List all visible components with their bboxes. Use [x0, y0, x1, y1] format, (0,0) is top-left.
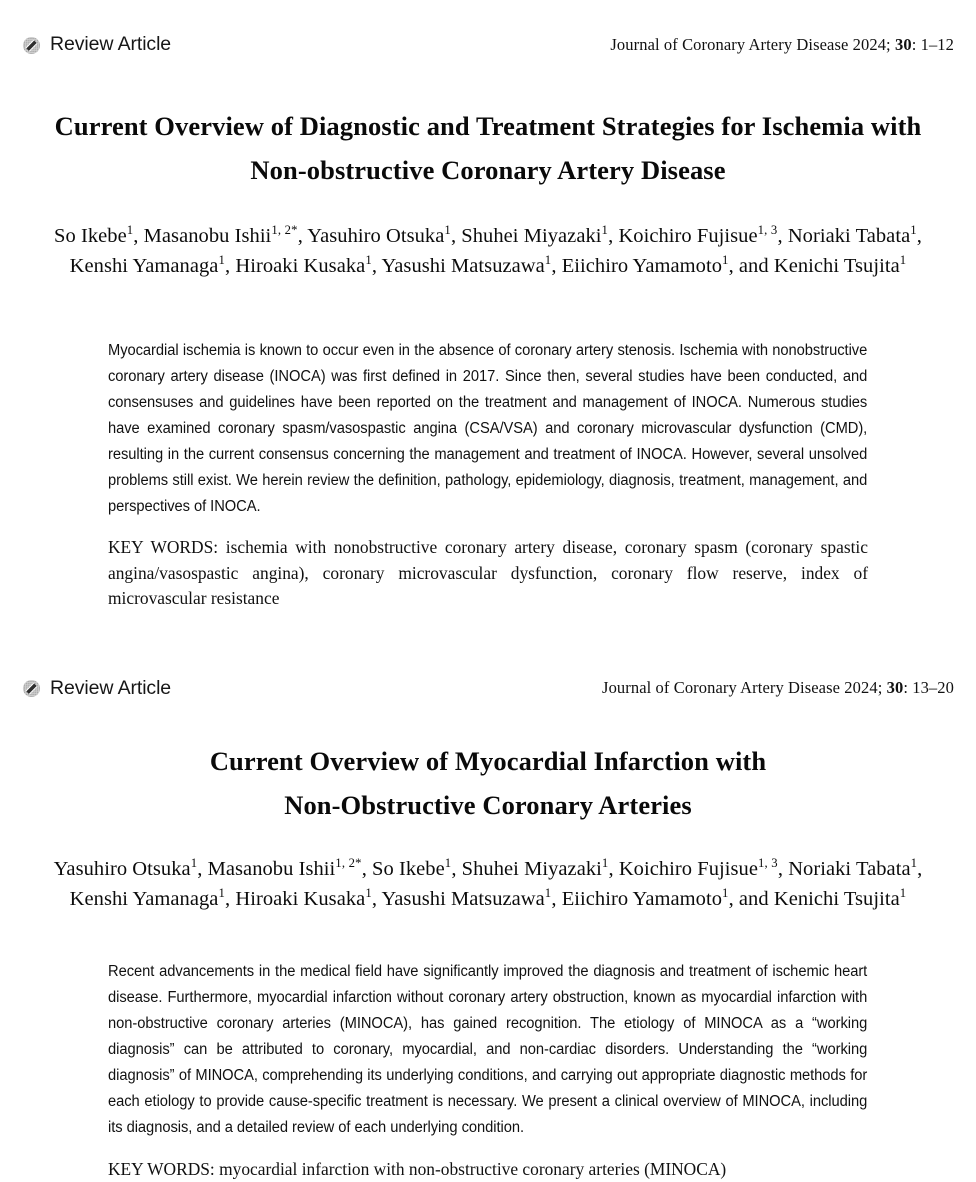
journal-citation-2: [602, 678, 954, 698]
journal-name-1: Journal of Coronary Artery Disease: [610, 35, 849, 54]
journal-year-1: 2024;: [852, 35, 891, 54]
keywords-label-2: KEY WORDS:: [108, 1158, 215, 1179]
author-line-2a: Yasuhiro Otsuka$^1$, Masanobu Ishii$^{1, 2*}$, So Ikebe$^1$, Shuhei Miyazaki$^1$, Koichiro Fujisue$^{1, 3}$, Noriaki Tabata$^1$,: [53, 856, 923, 881]
abstract-text-1: Myocardial ischemia is known to occur even in the absence of coronary artery stenosis. Ischemia with nonobstructive coronary artery disease (INOCA) was first defined in 2017. Since then, several studies have been conducted, and consensuses and guidelines have been reported on the treatment and management of INOCA. Numerous studies have examined coronary spasm/vasospastic angina (CSA/VSA) and coronary microvascular dysfunction (CMD), resulting in the current consensus concerning the management and treatment of INOCA. However, several unsolved problems still exist. We herein review the definition, pathology, epidemiology, diagnosis, treatment, management, and perspectives of INOCA.: [108, 342, 868, 515]
article-kind-label-1: Review Article: [50, 33, 172, 56]
article-entry-2: [0, 629, 976, 1182]
review-article-icon: [22, 679, 41, 698]
author-line-1a: So Ikebe$^1$, Masanobu Ishii$^{1, 2*}$, Yasuhiro Otsuka$^1$, Shuhei Miyazaki$^1$, Koichiro Fujisue$^{1, 3}$, Noriaki Tabata$^1$,: [54, 223, 922, 247]
journal-year-2: 2024;: [844, 678, 883, 698]
journal-citation-1: [610, 35, 954, 55]
article-title-line-1b: Non-obstructive Coronary Artery Disease: [250, 155, 726, 185]
article-kind-2: [22, 676, 172, 699]
author-line-1b: Kenshi Yamanaga$^1$, Hiroaki Kusaka$^1$, Yasushi Matsuzawa$^1$, Eiichiro Yamamoto$^1$, and Kenichi Tsujita$^1$: [69, 253, 907, 277]
running-head-2: [0, 673, 976, 703]
article-kind-1: [22, 35, 171, 55]
keywords-label-1: KEY WORDS:: [108, 537, 219, 558]
abstract-block-2: [108, 959, 868, 1182]
article-title-line-2b: Non-Obstructive Coronary Arteries: [284, 790, 692, 821]
keywords-1: [108, 535, 868, 612]
journal-volume-1: 30: [894, 35, 912, 54]
keywords-text-1: ischemia with nonobstructive coronary artery disease, coronary spasm (coronary spastic angina/vasospastic angina), coronary microvascular dysfunction, coronary flow reserve, index of microvascular resistance: [108, 537, 868, 609]
journal-pages-1: : 1–12: [911, 35, 954, 54]
author-list-2: [0, 854, 976, 914]
article-kind-label-2: Review Article: [50, 676, 172, 699]
running-head-1: [0, 30, 976, 60]
article-title-2: [0, 739, 976, 827]
keywords-2: [108, 1157, 868, 1182]
review-article-icon: [22, 36, 41, 55]
article-title-1: [0, 104, 976, 192]
journal-volume-2: 30: [886, 678, 904, 698]
keywords-text-2: myocardial infarction with non-obstructive coronary arteries (MINOCA): [219, 1158, 727, 1179]
journal-name-2: Journal of Coronary Artery Disease: [602, 678, 841, 698]
abstract-block-1: [108, 338, 868, 612]
article-title-line-2a: Current Overview of Myocardial Infarction with: [209, 746, 767, 777]
journal-pages-2: : 13–20: [903, 678, 954, 698]
article-title-line-1a: Current Overview of Diagnostic and Treatment Strategies for Ischemia with: [54, 111, 922, 141]
abstract-text-2: Recent advancements in the medical field have significantly improved the diagnosis and treatment of ischemic heart disease. Furthermore, myocardial infarction without coronary artery obstruction, known as myocardial infarction with non-obstructive coronary arteries (MINOCA), has gained recognition. The etiology of MINOCA as a “working diagnosis” can be attributed to coronary, myocardial, and non-cardiac disorders. Understanding the “working diagnosis” of MINOCA, comprehending its underlying conditions, and carrying out appropriate diagnostic methods for each etiology to provide cause-specific treatment is necessary. We present a clinical overview of MINOCA, including its diagnosis, and a detailed review of each underlying condition.: [108, 963, 868, 1137]
author-line-2b: Kenshi Yamanaga$^1$, Hiroaki Kusaka$^1$, Yasushi Matsuzawa$^1$, Eiichiro Yamamoto$^1$, and Kenichi Tsujita$^1$: [69, 886, 907, 911]
author-list-1: [0, 221, 976, 281]
